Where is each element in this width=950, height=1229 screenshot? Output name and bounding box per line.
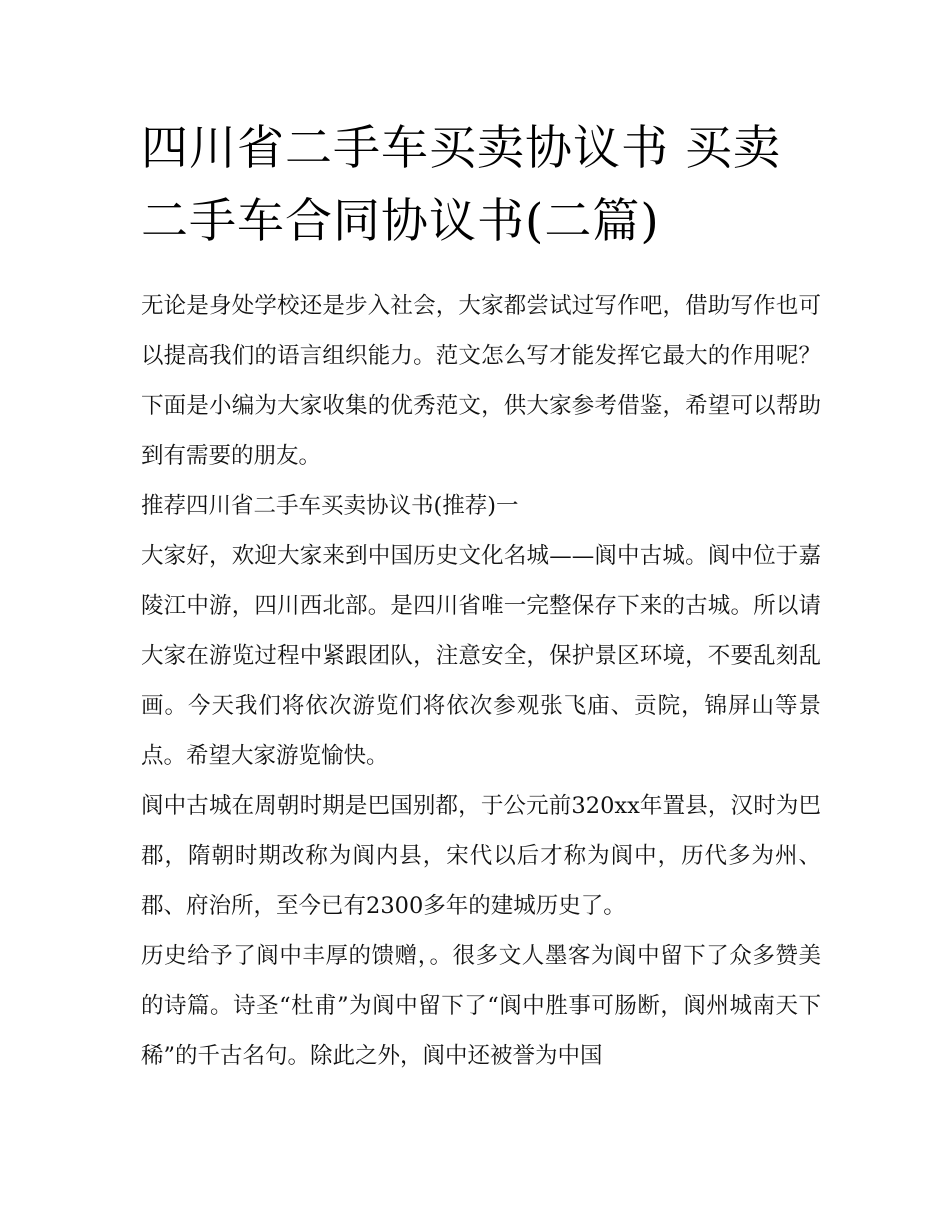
intro-paragraph: 无论是身处学校还是步入社会，大家都尝试过写作吧，借助写作也可以提高我们的语言组织能力。范文怎么写才能发挥它最大的作用呢？下面是小编为大家收集的优秀范文，供大家参考借鉴，希望可以帮助到有需要的朋友。 [141, 293, 821, 469]
document-body [141, 281, 821, 1081]
document-page [141, 112, 821, 1081]
poetry-paragraph: 历史给予了阆中丰厚的馈赠，。很多文人墨客为阆中留下了众多赞美的诗篇。诗圣“杜甫”为阆中留下了“阆中胜事可肠断，阆州城南天下稀”的千古名句。除此之外，阆中还被誉为中国 [141, 943, 821, 1069]
document-title: 四川省二手车买卖协议书 买卖二手车合同协议书(二篇) [141, 121, 781, 249]
welcome-paragraph: 大家好，欢迎大家来到中国历史文化名城——阆中古城。阆中位于嘉陵江中游，四川西北部。是四川省唯一完整保存下来的古城。所以请大家在游览过程中紧跟团队，注意安全，保护景区环境，不要乱刻乱画。今天我们将依次游览们将依次参观张飞庙、贡院，锦屏山等景点。希望大家游览愉快。 [141, 543, 821, 769]
history-paragraph: 阆中古城在周朝时期是巴国别都，于公元前320xx年置县，汉时为巴郡，隋朝时期改称为阆内县，宋代以后才称为阆中，历代多为州、郡、府治所，至今已有2300多年的建城历史了。 [141, 793, 821, 919]
section-heading: 推荐四川省二手车买卖协议书(推荐)一 [141, 493, 519, 519]
